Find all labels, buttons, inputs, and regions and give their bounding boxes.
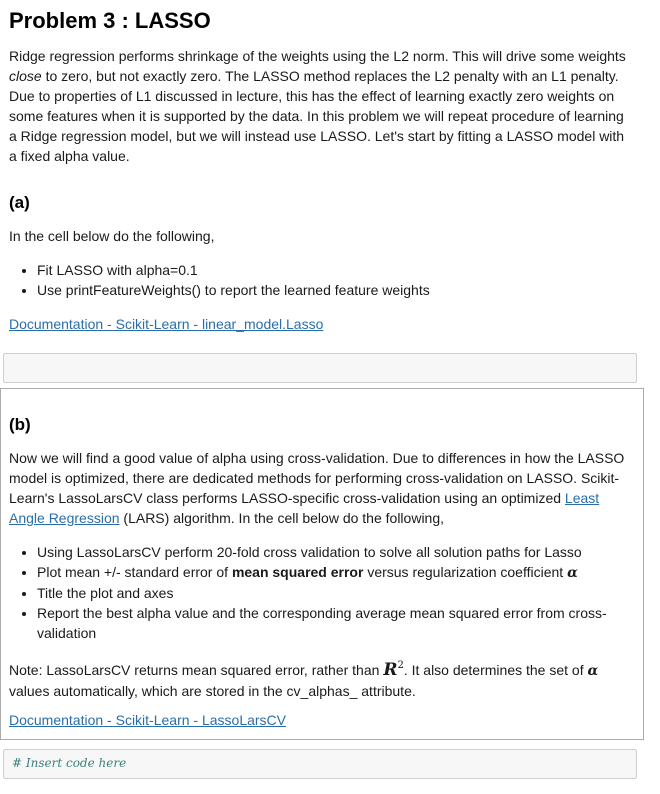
intro-text-end: to zero, but not exactly zero. The LASSO method replaces the L2 penalty with an L1 penalty. Due to properties of L1 discussed in lecture, this has the effect of learning exactly zero weights on some features when it is supported by the data. In this problem we will repeat procedure of learning a Ridge regression model, but we will instead use LASSO. Let's start by fitting a LASSO model with a fixed alpha value.: [9, 68, 625, 164]
note-text-3: values automatically, which are stored in the cv_alphas_ attribute.: [9, 683, 416, 699]
part-b-heading: (b): [9, 415, 31, 434]
least-angle-regression-link[interactable]: Least Angle Regression: [9, 490, 600, 526]
alpha-symbol: α: [567, 565, 578, 581]
bullet-2-bold-text: mean squared error: [231, 564, 364, 580]
intro-emphasis: close: [9, 68, 42, 84]
part-b-bullet-list: [9, 542, 619, 643]
part-b-bullet-2: [37, 562, 619, 583]
code-comment: # Insert code here: [12, 756, 127, 770]
bullet-2-text-start: Plot mean +/- standard error of: [37, 564, 232, 580]
intro-text-start: Ridge regression performs shrinkage of the weights using the L2 norm. This will drive some weights: [9, 48, 626, 64]
bullet-2-text-mid: versus regularization coefficient: [363, 564, 568, 580]
intro-paragraph: [9, 46, 629, 166]
part-a-heading: (a): [9, 193, 30, 212]
part-a-code-cell[interactable]: [3, 353, 637, 383]
part-b-bullet-1: • Using LassoLarsCV perform 20-fold cross validation to solve all solution paths for Lasso: [37, 542, 619, 562]
part-b-code-cell[interactable]: [3, 749, 637, 779]
lassolarscv-documentation-link[interactable]: Documentation - Scikit-Learn - LassoLarsCV: [9, 712, 287, 728]
note-text-2: . It also determines the set of: [403, 662, 588, 678]
part-b-text-end: (LARS) algorithm. In the cell below do the following,: [119, 510, 445, 526]
problem-title: Problem 3 : LASSO: [9, 8, 211, 33]
part-a-bullet-2: • Use printFeatureWeights() to report the learned feature weights: [37, 280, 619, 300]
part-a-bullet-1: • Fit LASSO with alpha=0.1: [37, 260, 619, 280]
part-b-bullet-3: • Title the plot and axes: [37, 583, 619, 603]
part-a-instruction: In the cell below do the following,: [9, 228, 215, 244]
part-b-note: [9, 656, 629, 701]
part-b-bullet-4: • Report the best alpha value and the corresponding average mean squared error from cross-validation: [37, 603, 619, 643]
r-squared-exponent: 2: [397, 660, 404, 671]
note-text-1: Note: LassoLarsCV returns mean squared error, rather than: [9, 662, 384, 678]
part-a-bullet-list: [9, 260, 619, 300]
r-squared-base: R: [383, 660, 398, 680]
part-b-doc-link-line: [9, 710, 286, 730]
part-a-doc-link-line: [9, 314, 323, 334]
part-b-text-start: Now we will find a good value of alpha using cross-validation. Due to differences in how the LASSO model is optimized, there are dedicated methods for performing cross-validation on LASSO. Scikit-Learn's LassoLarsCV class performs LASSO-specific cross-validation using an optimized: [9, 450, 625, 506]
r-squared-symbol: [383, 660, 404, 680]
part-b-paragraph: [9, 448, 629, 528]
lasso-documentation-link[interactable]: Documentation - Scikit-Learn - linear_model.Lasso: [9, 316, 324, 332]
alpha-symbol-note: α: [587, 663, 599, 679]
